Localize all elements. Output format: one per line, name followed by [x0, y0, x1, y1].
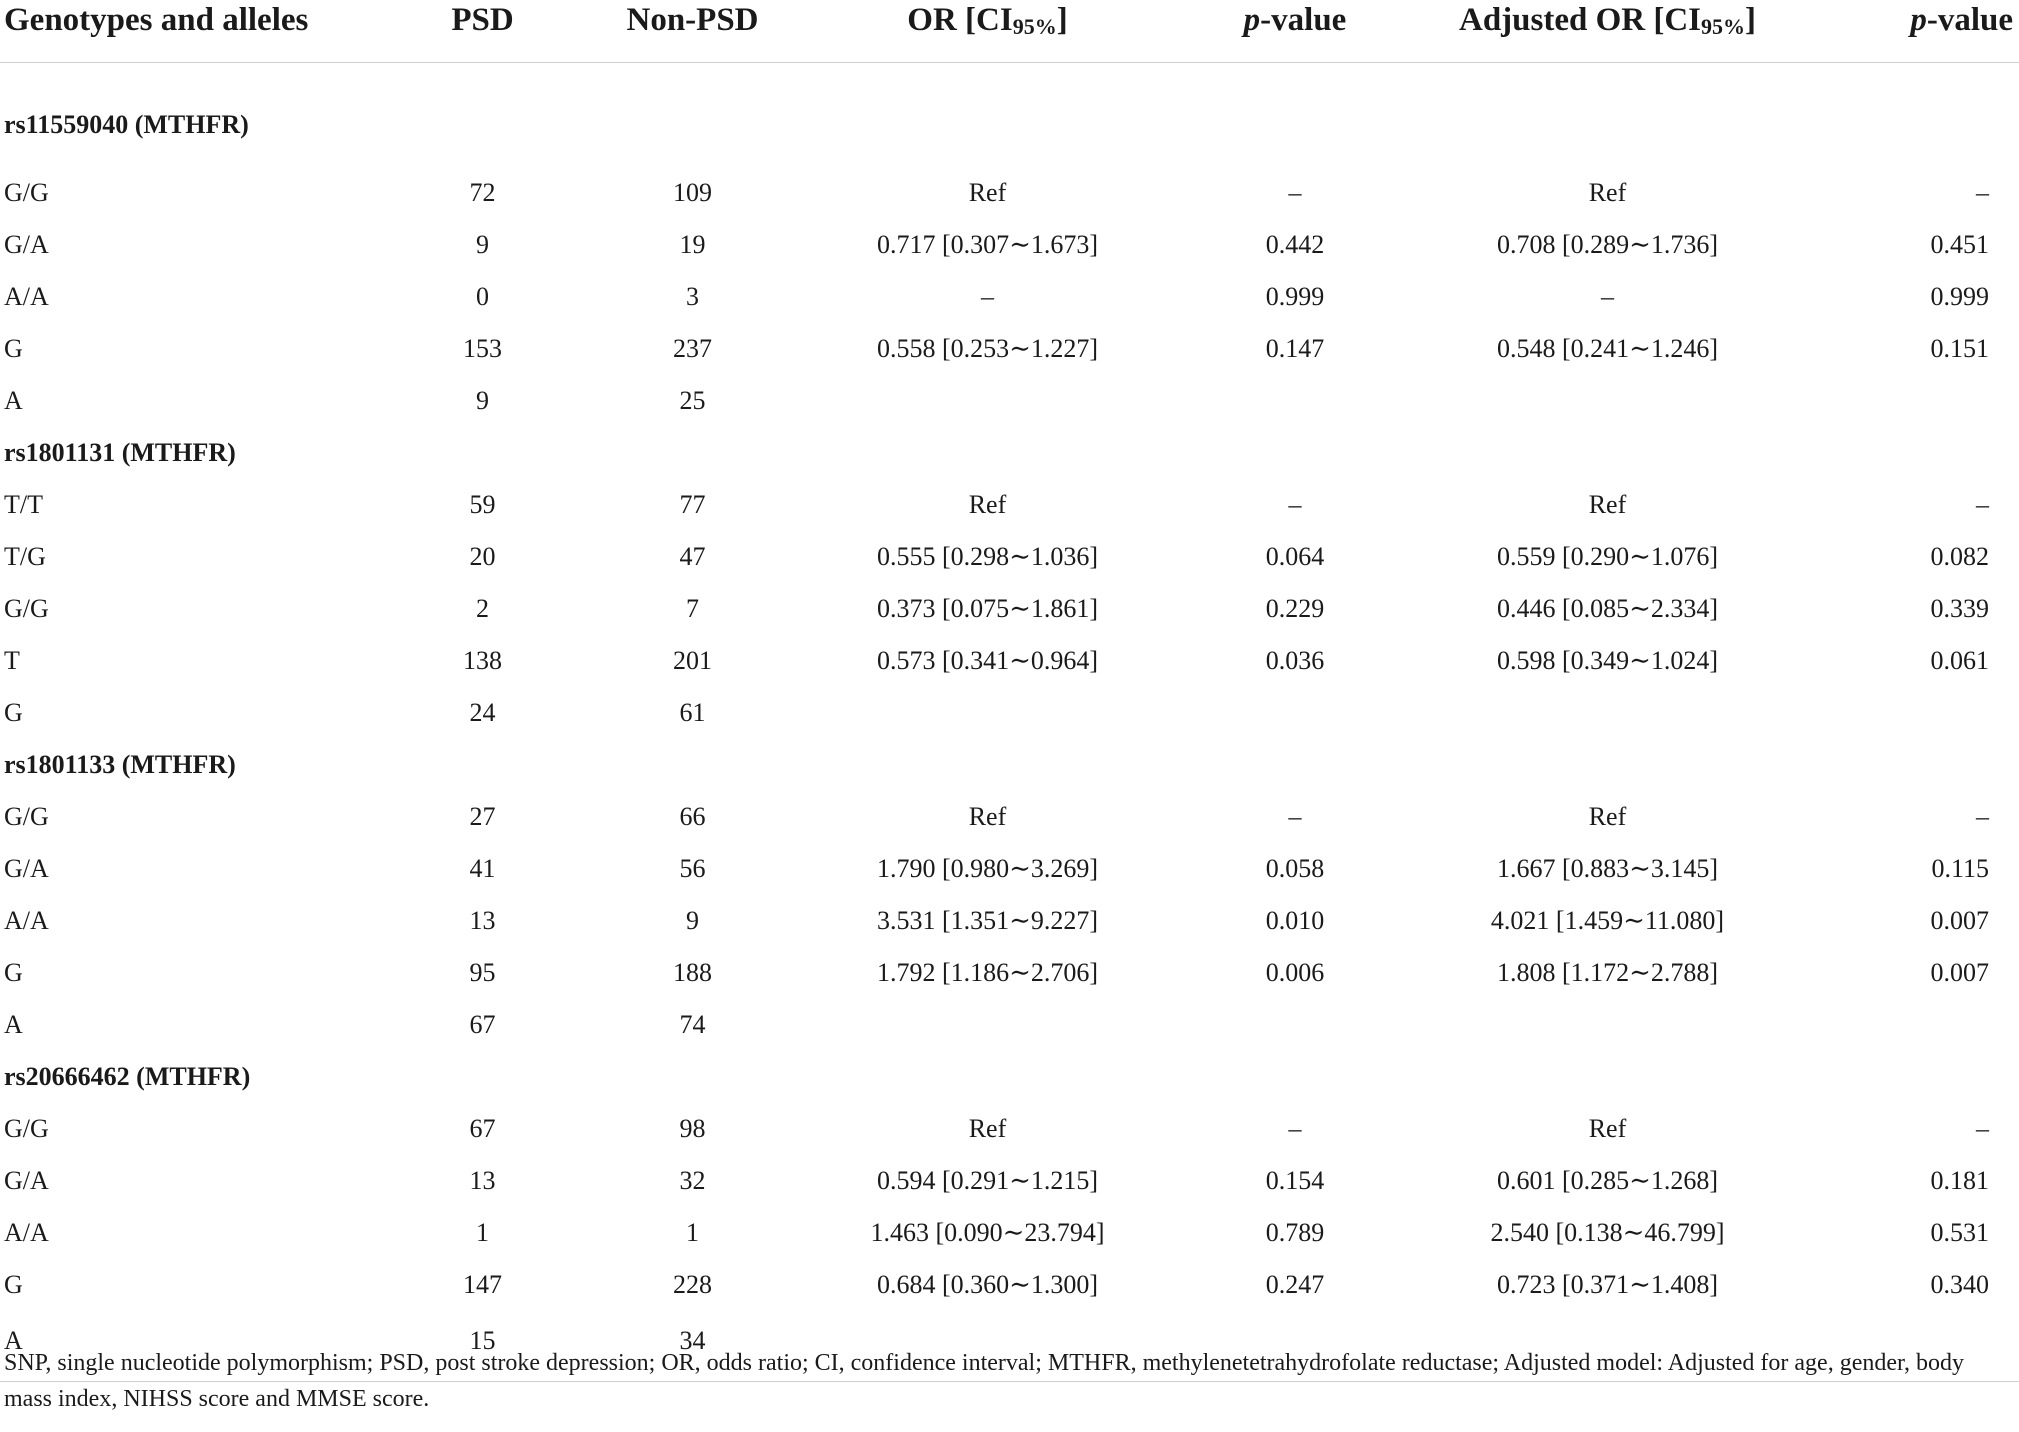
- cell-psd: 1: [476, 1218, 489, 1247]
- cell-p-value: 0.147: [1265, 334, 1325, 363]
- cell-non-psd: 201: [673, 646, 712, 675]
- cell-adjusted-or: [1425, 375, 1790, 427]
- cell-genotype: A/A: [4, 282, 49, 311]
- cell-or: 0.373 [0.075∼1.861]: [876, 594, 1099, 623]
- cell-adjusted-or: [1425, 687, 1790, 739]
- header-adjusted-p-value: [1790, 0, 2019, 63]
- cell-p-value: –: [1288, 802, 1302, 831]
- cell-psd: 72: [469, 178, 496, 207]
- table-row: [0, 323, 2019, 375]
- cell-adjusted-p-value: 0.115: [1931, 854, 1989, 883]
- cell-genotype: G: [4, 958, 23, 987]
- cell-non-psd: 74: [679, 1010, 706, 1039]
- snp-group-row: [0, 1051, 2019, 1103]
- table-row: [0, 1259, 2019, 1311]
- cell-or: 1.790 [0.980∼3.269]: [876, 854, 1099, 883]
- cell-non-psd: 56: [679, 854, 706, 883]
- table-row: [0, 219, 2019, 271]
- table-row: [0, 1207, 2019, 1259]
- cell-p-value: 0.010: [1265, 906, 1325, 935]
- cell-genotype: A: [4, 386, 23, 415]
- table-row: [0, 843, 2019, 895]
- cell-genotype: G/A: [4, 854, 49, 883]
- cell-p-value: [1165, 687, 1425, 739]
- cell-psd: 67: [469, 1010, 496, 1039]
- snp-group-row: [0, 63, 2019, 168]
- cell-or: 3.531 [1.351∼9.227]: [876, 906, 1099, 935]
- header-psd: PSD: [390, 0, 575, 63]
- cell-non-psd: 34: [679, 1326, 706, 1355]
- cell-non-psd: 47: [679, 542, 706, 571]
- cell-genotype: G/G: [4, 178, 49, 207]
- cell-adjusted-or: Ref: [1588, 802, 1627, 831]
- snp-group-row: [0, 739, 2019, 791]
- header-or-prefix: OR [CI: [907, 2, 1013, 38]
- cell-adjusted-or: 0.598 [0.349∼1.024]: [1496, 646, 1719, 675]
- cell-non-psd: 32: [679, 1166, 706, 1195]
- cell-or: 0.594 [0.291∼1.215]: [876, 1166, 1099, 1195]
- snp-group-label: rs1801133 (MTHFR): [4, 750, 236, 779]
- cell-or: Ref: [968, 178, 1007, 207]
- cell-p-value: 0.058: [1265, 854, 1325, 883]
- cell-adjusted-p-value: [1790, 375, 2019, 427]
- header-adj-suffix: ]: [1745, 2, 1757, 38]
- cell-genotype: A: [4, 1326, 23, 1355]
- cell-genotype: G/G: [4, 594, 49, 623]
- table-row: [0, 1103, 2019, 1155]
- cell-p-value: 0.006: [1265, 958, 1325, 987]
- cell-genotype: G/G: [4, 802, 49, 831]
- cell-or: 0.555 [0.298∼1.036]: [876, 542, 1099, 571]
- cell-genotype: T/G: [4, 542, 46, 571]
- table-row: [0, 895, 2019, 947]
- cell-adjusted-p-value: 0.061: [1930, 646, 1989, 675]
- cell-adjusted-or: 0.446 [0.085∼2.334]: [1496, 594, 1719, 623]
- cell-non-psd: 77: [679, 490, 706, 519]
- cell-psd: 59: [469, 490, 496, 519]
- cell-adjusted-p-value: 0.339: [1930, 594, 1989, 623]
- cell-genotype: A/A: [4, 1218, 49, 1247]
- cell-genotype: A: [4, 1010, 23, 1039]
- cell-or: [810, 999, 1165, 1051]
- cell-or: 0.684 [0.360∼1.300]: [876, 1270, 1099, 1299]
- snp-group-label: rs1801131 (MTHFR): [4, 438, 236, 467]
- cell-non-psd: 7: [686, 594, 699, 623]
- table-row: [0, 531, 2019, 583]
- table-row: [0, 583, 2019, 635]
- cell-psd: 138: [463, 646, 502, 675]
- cell-genotype: T: [4, 646, 20, 675]
- cell-adjusted-or: 4.021 [1.459∼11.080]: [1490, 906, 1725, 935]
- cell-psd: 15: [469, 1326, 496, 1355]
- cell-or: Ref: [968, 1114, 1007, 1143]
- cell-psd: 20: [469, 542, 496, 571]
- cell-psd: 41: [469, 854, 496, 883]
- cell-psd: 13: [469, 1166, 496, 1195]
- cell-adjusted-or: Ref: [1588, 490, 1627, 519]
- cell-adjusted-p-value: 0.007: [1930, 958, 1989, 987]
- cell-or: Ref: [968, 802, 1007, 831]
- cell-adjusted-or: 0.723 [0.371∼1.408]: [1496, 1270, 1719, 1299]
- cell-psd: 27: [469, 802, 496, 831]
- header-or-subscript: 95%: [1012, 14, 1057, 39]
- table-row: [0, 271, 2019, 323]
- table-row: [0, 999, 2019, 1051]
- table-row: [0, 947, 2019, 999]
- cell-genotype: G: [4, 1270, 23, 1299]
- cell-p-value: 0.036: [1265, 646, 1325, 675]
- cell-non-psd: 66: [679, 802, 706, 831]
- table-row: [0, 167, 2019, 219]
- cell-psd: 9: [476, 386, 489, 415]
- cell-genotype: A/A: [4, 906, 49, 935]
- cell-psd: 95: [469, 958, 496, 987]
- cell-adjusted-p-value: 0.151: [1930, 334, 1989, 363]
- cell-non-psd: 237: [673, 334, 712, 363]
- cell-p-value: 0.064: [1265, 542, 1325, 571]
- cell-adjusted-p-value: –: [1976, 802, 1989, 831]
- cell-psd: 153: [463, 334, 502, 363]
- cell-psd: 9: [476, 230, 489, 259]
- cell-adjusted-p-value: –: [1976, 490, 1989, 519]
- snp-group-label: rs20666462 (MTHFR): [4, 1062, 251, 1091]
- cell-p-value: 0.442: [1265, 230, 1325, 259]
- cell-p-value: –: [1288, 178, 1302, 207]
- cell-adjusted-or: 2.540 [0.138∼46.799]: [1490, 1218, 1725, 1247]
- cell-non-psd: 19: [679, 230, 706, 259]
- cell-non-psd: 61: [679, 698, 706, 727]
- table-footnote: SNP, single nucleotide polymorphism; PSD, post stroke depression; OR, odds ratio; CI, confidence interval; MTHFR, methylenetetrahydrofolate reductase; Adjusted model: Adjusted for age, gender, body mass index, NIHSS score and MMSE score.: [4, 1350, 1965, 1412]
- cell-or: 0.573 [0.341∼0.964]: [876, 646, 1099, 675]
- table-row: [0, 635, 2019, 687]
- cell-adjusted-p-value: 0.999: [1930, 282, 1989, 311]
- header-genotypes: Genotypes and alleles: [0, 0, 390, 63]
- cell-or: –: [981, 282, 994, 311]
- cell-adjusted-p-value: 0.451: [1930, 230, 1989, 259]
- cell-adjusted-p-value: –: [1976, 1114, 1989, 1143]
- cell-adjusted-or: –: [1601, 282, 1614, 311]
- cell-genotype: G/A: [4, 230, 49, 259]
- cell-p-value: 0.154: [1265, 1166, 1325, 1195]
- cell-psd: 147: [463, 1270, 502, 1299]
- header-p-italic: p: [1243, 2, 1261, 38]
- cell-p-value: –: [1288, 490, 1302, 519]
- cell-non-psd: 98: [679, 1114, 706, 1143]
- cell-p-value: [1165, 999, 1425, 1051]
- cell-non-psd: 25: [679, 386, 706, 415]
- cell-adjusted-p-value: –: [1976, 178, 1989, 207]
- table-row: [0, 375, 2019, 427]
- cell-genotype: T/T: [4, 490, 43, 519]
- header-row: [0, 0, 2019, 63]
- cell-adjusted-or: Ref: [1588, 178, 1627, 207]
- cell-or: Ref: [968, 490, 1007, 519]
- cell-or: 1.792 [1.186∼2.706]: [876, 958, 1099, 987]
- snp-group-label: rs11559040 (MTHFR): [4, 110, 249, 139]
- cell-adjusted-or: 0.601 [0.285∼1.268]: [1496, 1166, 1719, 1195]
- cell-non-psd: 1: [686, 1218, 699, 1247]
- cell-genotype: G: [4, 698, 23, 727]
- cell-psd: 13: [469, 906, 496, 935]
- cell-genotype: G: [4, 334, 23, 363]
- table-body: [0, 63, 2019, 1382]
- table-row: [0, 1155, 2019, 1207]
- cell-psd: 24: [469, 698, 496, 727]
- cell-genotype: G/G: [4, 1114, 49, 1143]
- cell-adjusted-or: 0.708 [0.289∼1.736]: [1496, 230, 1719, 259]
- cell-adjusted-or: 0.559 [0.290∼1.076]: [1496, 542, 1719, 571]
- cell-or: [810, 375, 1165, 427]
- cell-p-value: 0.999: [1265, 282, 1325, 311]
- cell-psd: 0: [476, 282, 489, 311]
- cell-adjusted-or: [1425, 999, 1790, 1051]
- cell-adjusted-p-value: 0.340: [1930, 1270, 1989, 1299]
- header-p-rest: -value: [1260, 2, 1347, 38]
- cell-psd: 2: [476, 594, 489, 623]
- header-p-value: [1165, 0, 1425, 63]
- cell-genotype: G/A: [4, 1166, 49, 1195]
- cell-adjusted-or: 1.808 [1.172∼2.788]: [1496, 958, 1719, 987]
- cell-adjusted-or: 1.667 [0.883∼3.145]: [1496, 854, 1719, 883]
- header-adj-subscript: 95%: [1701, 14, 1746, 39]
- header-p2-italic: p: [1910, 2, 1927, 38]
- cell-adjusted-p-value: 0.007: [1930, 906, 1989, 935]
- cell-or: 0.717 [0.307∼1.673]: [876, 230, 1099, 259]
- cell-p-value: 0.789: [1265, 1218, 1325, 1247]
- cell-p-value: 0.229: [1265, 594, 1325, 623]
- cell-or: 1.463 [0.090∼23.794]: [870, 1218, 1105, 1247]
- cell-adjusted-p-value: 0.531: [1930, 1218, 1989, 1247]
- cell-non-psd: 109: [673, 178, 712, 207]
- table-row: [0, 479, 2019, 531]
- cell-p-value: 0.247: [1265, 1270, 1325, 1299]
- cell-adjusted-or: Ref: [1588, 1114, 1627, 1143]
- cell-non-psd: 228: [673, 1270, 712, 1299]
- cell-or: [810, 687, 1165, 739]
- cell-adjusted-p-value: [1790, 999, 2019, 1051]
- table-row: [0, 687, 2019, 739]
- header-non-psd: Non-PSD: [575, 0, 810, 63]
- cell-psd: 67: [469, 1114, 496, 1143]
- snp-group-row: [0, 427, 2019, 479]
- cell-or: 0.558 [0.253∼1.227]: [876, 334, 1099, 363]
- header-or-suffix: ]: [1056, 2, 1068, 38]
- header-adj-prefix: Adjusted OR [CI: [1458, 2, 1702, 38]
- cell-p-value: –: [1288, 1114, 1302, 1143]
- cell-non-psd: 188: [673, 958, 712, 987]
- header-adjusted-or: [1425, 0, 1790, 63]
- cell-adjusted-p-value: 0.181: [1930, 1166, 1989, 1195]
- table-row: [0, 791, 2019, 843]
- cell-adjusted-p-value: [1790, 687, 2019, 739]
- cell-p-value: [1165, 375, 1425, 427]
- table-header: [0, 0, 2019, 63]
- cell-non-psd: 9: [686, 906, 699, 935]
- cell-adjusted-p-value: 0.082: [1930, 542, 1989, 571]
- header-p2-rest: -value: [1926, 2, 2013, 38]
- header-or: [810, 0, 1165, 63]
- cell-non-psd: 3: [686, 282, 699, 311]
- cell-adjusted-or: 0.548 [0.241∼1.246]: [1496, 334, 1719, 363]
